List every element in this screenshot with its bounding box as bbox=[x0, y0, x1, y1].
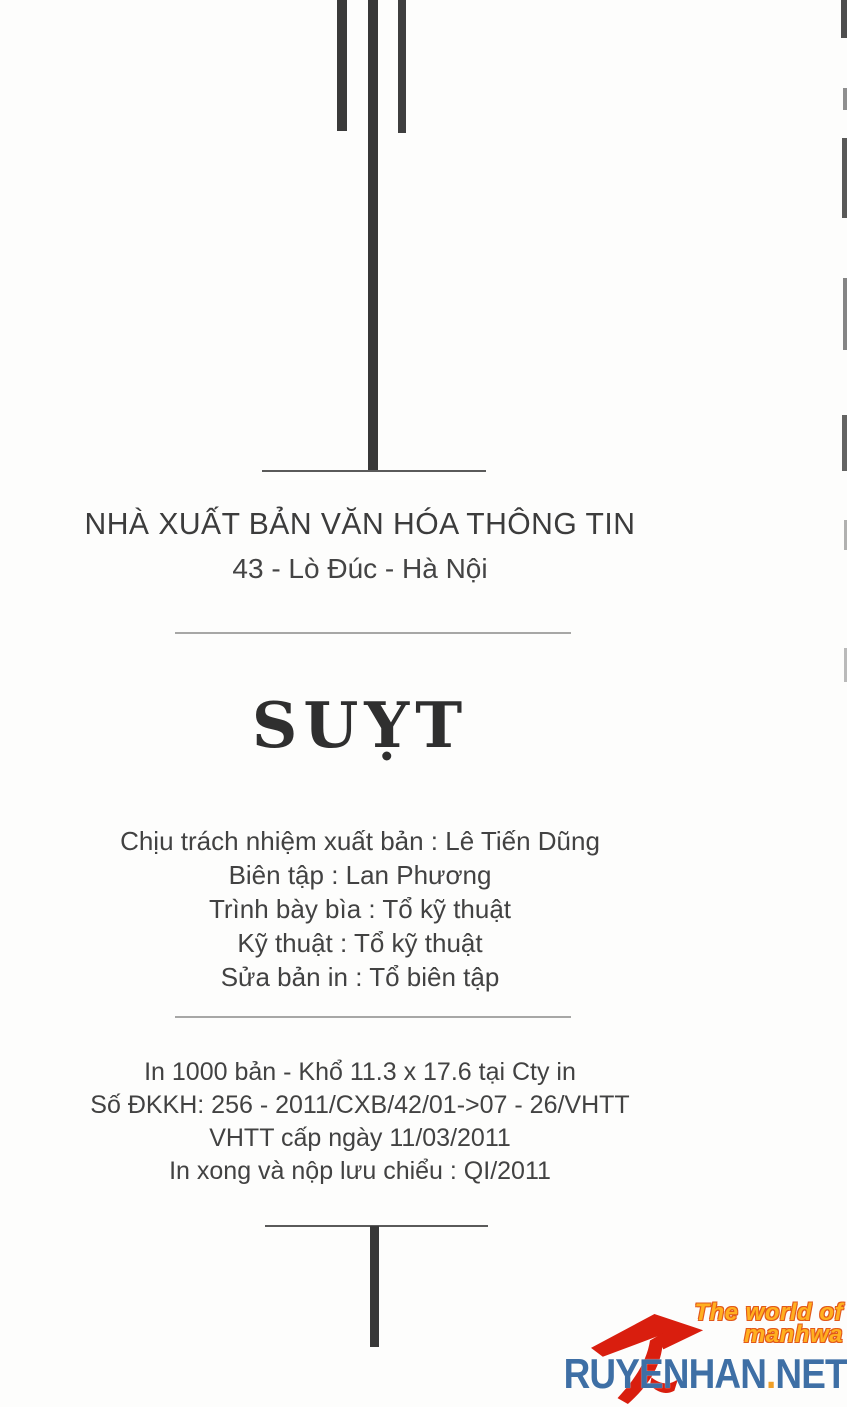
watermark-tagline bbox=[673, 1299, 843, 1348]
credit-line-publishing-director: Chịu trách nhiệm xuất bản : Lê Tiến Dũng bbox=[120, 826, 600, 856]
scan-artifact bbox=[842, 415, 847, 471]
tagline-line1: The world of bbox=[694, 1299, 843, 1326]
credit-line-technical: Kỹ thuật : Tổ kỹ thuật bbox=[237, 928, 483, 958]
site-name-dot: . bbox=[766, 1350, 776, 1397]
publisher-address: 43 - Lò Đúc - Hà Nội bbox=[232, 553, 488, 584]
credit-line-editor: Biên tập : Lan Phương bbox=[228, 860, 492, 890]
top-rule-center bbox=[368, 0, 378, 472]
scan-artifact bbox=[843, 278, 847, 350]
printing-line-run: In 1000 bản - Khổ 11.3 x 17.6 tại Cty in bbox=[144, 1058, 576, 1086]
printing-line-license-date: VHTT cấp ngày 11/03/2011 bbox=[209, 1124, 511, 1152]
bottom-rule-center bbox=[370, 1226, 379, 1347]
tagline-line2: manhwa bbox=[743, 1321, 843, 1348]
credit-line-cover-design: Trình bày bìa : Tổ kỹ thuật bbox=[208, 894, 512, 924]
divider-publisher bbox=[175, 632, 571, 634]
scan-artifact bbox=[843, 88, 847, 110]
site-name-tld: NET bbox=[775, 1350, 847, 1397]
site-name-text: RUYENHAN bbox=[563, 1350, 767, 1397]
top-rule-right bbox=[398, 0, 406, 133]
scan-artifact bbox=[841, 0, 847, 38]
credits-block bbox=[35, 824, 685, 994]
divider-credits bbox=[175, 1016, 571, 1018]
printing-info-block bbox=[35, 1056, 685, 1188]
site-watermark bbox=[563, 1299, 847, 1407]
printing-line-deposit: In xong và nộp lưu chiểu : QI/2011 bbox=[169, 1157, 551, 1185]
horizontal-rule-top bbox=[262, 470, 486, 472]
scan-artifact bbox=[842, 138, 847, 218]
printing-line-registration: Số ĐKKH: 256 - 2011/CXB/42/01->07 - 26/VHTT bbox=[90, 1091, 630, 1119]
publisher-name: NHÀ XUẤT BẢN VĂN HÓA THÔNG TIN bbox=[84, 506, 636, 541]
credit-line-proofreading: Sửa bản in : Tổ biên tập bbox=[220, 962, 500, 992]
book-title: SUỴT bbox=[251, 688, 469, 762]
top-rule-left bbox=[337, 0, 347, 131]
watermark-site-name bbox=[564, 1350, 847, 1398]
